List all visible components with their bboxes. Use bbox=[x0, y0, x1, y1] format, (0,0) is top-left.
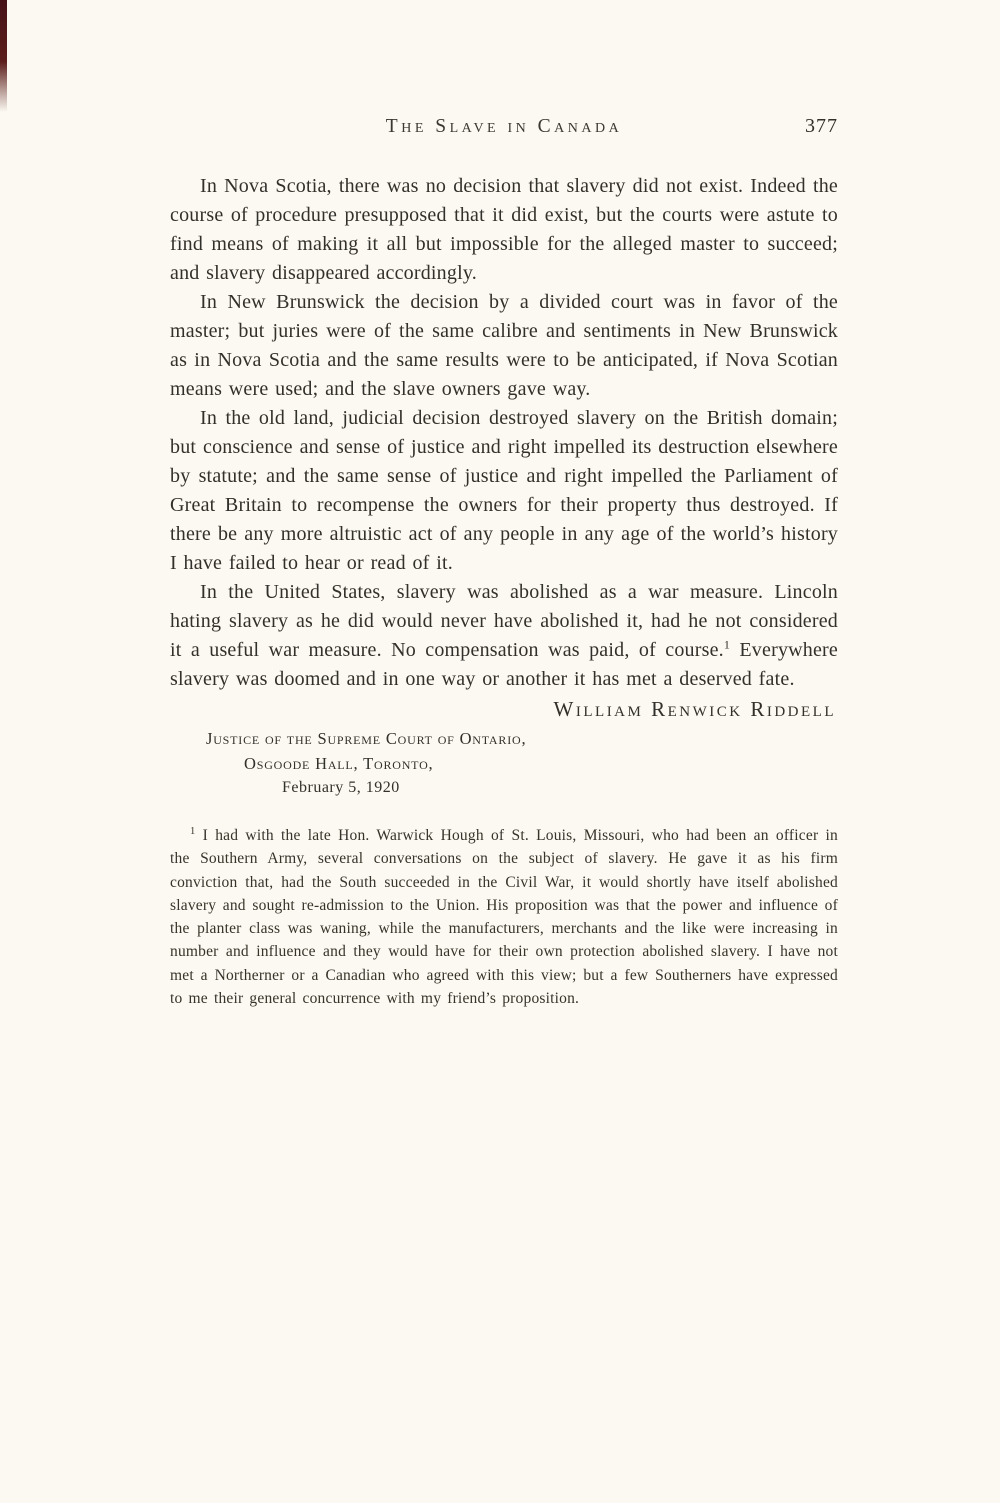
page-content bbox=[170, 116, 838, 1010]
footnote-reference[interactable]: 1 bbox=[723, 637, 731, 652]
paragraph-1: In Nova Scotia, there was no decision that slavery did not exist. Indeed the course of procedure presupposed that it did exist, but the courts were astute to find means of making it all but impossible for the alleged master to succeed; and slavery disappeared accordingly. bbox=[170, 175, 838, 284]
footnote-text: I had with the late Hon. Warwick Hough of St. Louis, Missouri, who had been an officer in the Southern Army, several conversations on the subject of slavery. He gave it as his firm conviction that, had the South succeeded in the Civil War, it would shortly have itself abolished slavery and sought re-admission to the Union. His proposition was that the power and influence of the planter class was waning, while the manufacturers, merchants and the like were increasing in number and influence and they would have for their own protection abolished slavery. I have not met a Northerner or a Canadian who agreed with this view; but a few Southerners have expressed to me their general concurrence with my friend’s proposition. bbox=[170, 827, 838, 1008]
paragraph-4 bbox=[170, 578, 838, 694]
page-header bbox=[170, 116, 838, 142]
author-title-line: Justice of the Supreme Court of Ontario, bbox=[206, 729, 527, 748]
author-name: William Renwick Riddell bbox=[553, 697, 836, 721]
author-place-line: Osgoode Hall, Toronto, bbox=[244, 754, 434, 773]
paragraph-2: In New Brunswick the decision by a divided court was in favor of the master; but juries were of the same calibre and sentiments in New Brunswick as in Nova Scotia and the same results were to be anticipated, if Nova Scotian means were used; and the slave owners gave way. bbox=[170, 291, 838, 400]
page-number: 377 bbox=[805, 115, 838, 137]
signature-block bbox=[170, 697, 838, 797]
signature-date-line: February 5, 1920 bbox=[282, 779, 400, 796]
paragraph-3: In the old land, judicial decision destroyed slavery on the British domain; but conscience and sense of justice and right impelled its destruction elsewhere by statute; and the same sense of justice and right impelled the Parliament of Great Britain to recompense the owners for their property thus destroyed. If there be any more altruistic act of any people in any age of the world’s history I have failed to hear or read of it. bbox=[170, 407, 838, 574]
running-title: The Slave in Canada bbox=[385, 116, 623, 137]
paragraph-4-text: In the United States, slavery was abolished as a war measure. Lincoln hating slavery as he did would never have abolished it, had he not considered it a useful war measure. No compensation was paid, of course. bbox=[170, 581, 838, 661]
body-text bbox=[170, 172, 838, 694]
paragraph-4-text-after: Everywhere slavery was doomed and in one way or another it has met a deserved fate. bbox=[170, 639, 838, 690]
footnote bbox=[170, 824, 838, 1010]
footnote-marker: 1 bbox=[190, 825, 196, 837]
scan-edge-artifact bbox=[0, 0, 7, 112]
